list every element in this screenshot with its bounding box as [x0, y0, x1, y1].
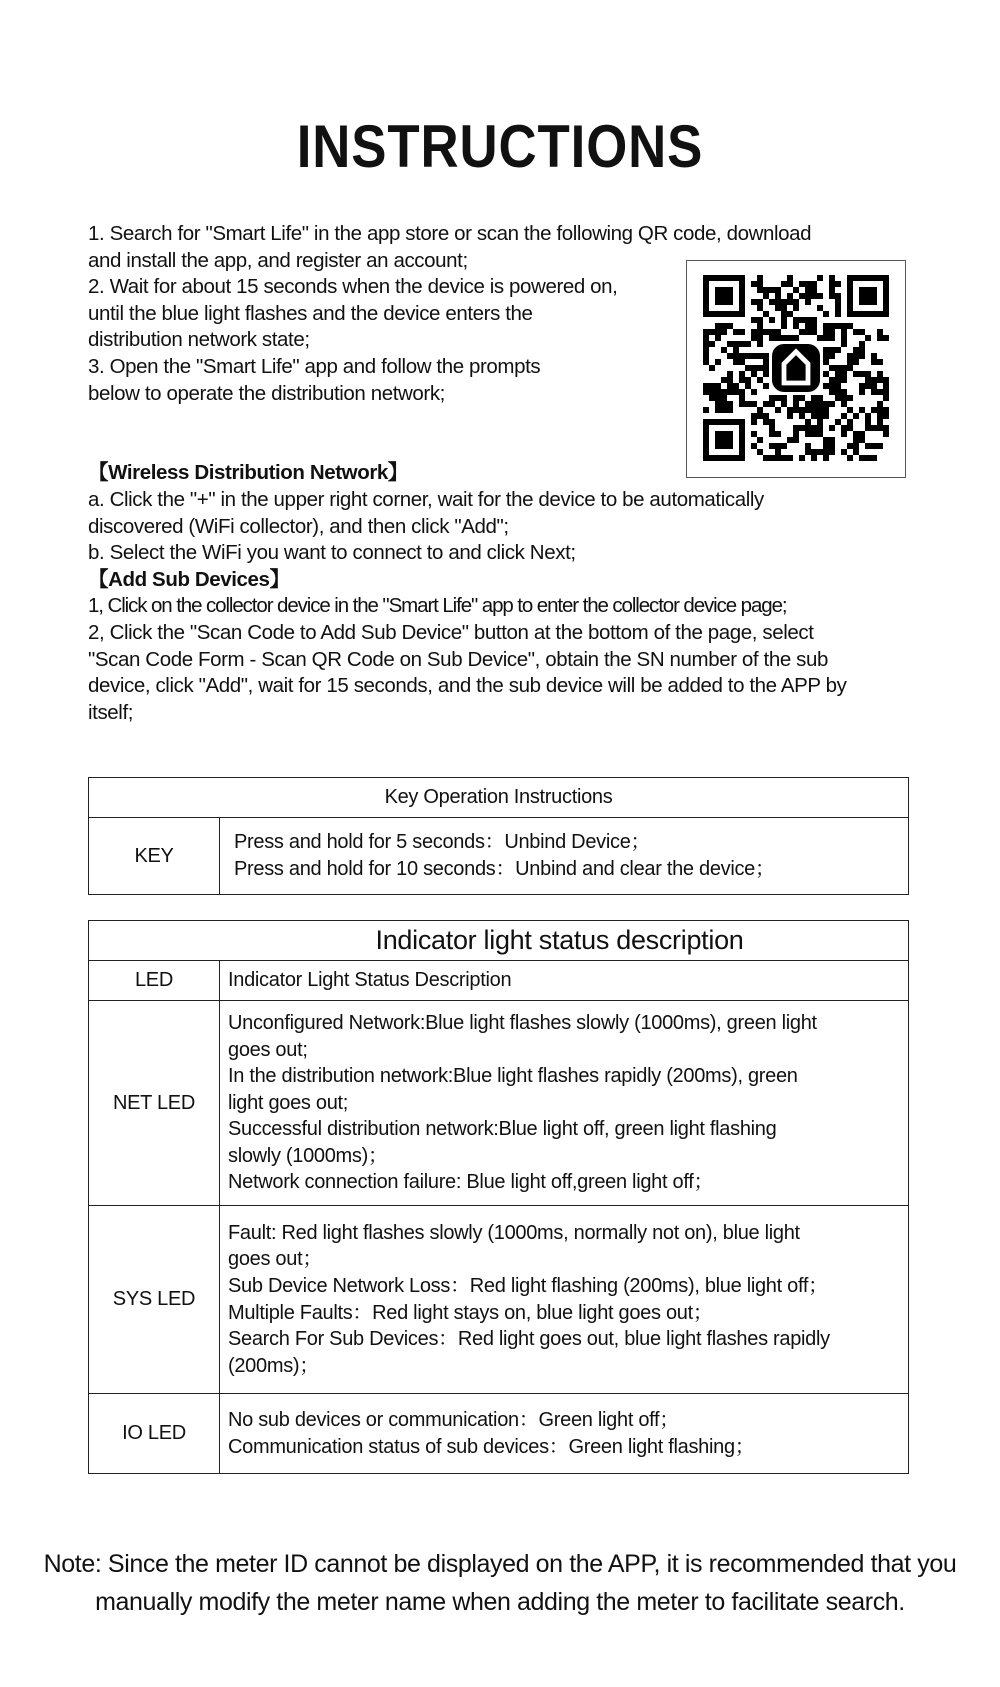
add-sub-line: itself;: [88, 700, 134, 724]
note-line: Note: Since the meter ID cannot be displayed on the APP, it is recommended that you: [43, 1550, 957, 1578]
description-column-header: Indicator Light Status Description: [220, 961, 909, 1001]
key-line: Press and hold for 5 seconds：Unbind Device；: [234, 831, 651, 854]
led-status-table: [88, 920, 909, 1474]
intro-line: 1. Search for "Smart Life" in the app store or scan the following QR code, download: [88, 222, 812, 245]
led-column-header: LED: [89, 961, 220, 1001]
wireless-line: b. Select the WiFi you want to connect to and click Next;: [88, 541, 576, 565]
wireless-line: a. Click the "+" in the upper right corner, wait for the device to be automatically: [88, 487, 764, 511]
led-name: SYS LED: [89, 1206, 220, 1394]
app-qr-code: [686, 260, 906, 478]
add-sub-line: device, click "Add", wait for 15 seconds, and the sub device will be added to the APP by: [88, 674, 847, 698]
intro-line: 3. Open the "Smart Life" app and follow the prompts: [88, 354, 541, 378]
led-description: No sub devices or communication：Green light off； Communication status of sub devices：Green light flashing；: [220, 1394, 909, 1474]
led-description: Fault: Red light flashes slowly (1000ms, normally not on), blue light goes out； Sub Device Network Loss：Red light flashing (200ms), blue light off； Multiple Faults：Red light stays on, blue light goes out； Search For Sub Devices：Red light goes out, blue light flashes rapidly (200ms)；: [220, 1206, 909, 1394]
key-table-title: Key Operation Instructions: [89, 778, 909, 818]
intro-line: distribution network state;: [88, 328, 310, 352]
intro-line: below to operate the distribution network;: [88, 381, 445, 405]
wireless-heading: 【Wireless Distribution Network】: [88, 461, 409, 485]
intro-line: 2. Wait for about 15 seconds when the device is powered on,: [88, 275, 618, 299]
key-line: Press and hold for 10 seconds：Unbind and clear the device；: [234, 858, 775, 880]
note: [0, 1545, 1000, 1621]
note-line: manually modify the meter name when adding the meter to facilitate search.: [95, 1588, 905, 1616]
add-sub-heading: 【Add Sub Devices】: [88, 567, 290, 591]
key-description: [220, 818, 909, 895]
add-sub-line: 1, Click on the collector device in the "Smart Life" app to enter the collector device page;: [88, 594, 787, 618]
key-label: KEY: [89, 818, 220, 895]
add-sub-line: "Scan Code Form - Scan QR Code on Sub Device", obtain the SN number of the sub: [88, 647, 828, 671]
add-sub-line: 2, Click the "Scan Code to Add Sub Device" button at the bottom of the page, select: [88, 620, 814, 644]
wireless-line: discovered (WiFi collector), and then click "Add";: [88, 514, 509, 538]
led-description: Unconfigured Network:Blue light flashes slowly (1000ms), green light goes out; In the distribution network:Blue light flashes rapidly (200ms), green light goes out; Successful distribution network:Blue light off, green light flashing slowly (1000ms)； Network connection failure: Blue light off,green light off；: [220, 1001, 909, 1206]
intro-line: until the blue light flashes and the device enters the: [88, 301, 533, 325]
led-name: IO LED: [89, 1394, 220, 1474]
key-operation-table: [88, 777, 909, 895]
intro-line: and install the app, and register an account;: [88, 248, 468, 272]
qr-code-image: [703, 275, 889, 461]
led-name: NET LED: [89, 1001, 220, 1206]
led-table-title: Indicator light status description: [89, 921, 909, 961]
page-title: INSTRUCTIONS: [296, 113, 704, 180]
